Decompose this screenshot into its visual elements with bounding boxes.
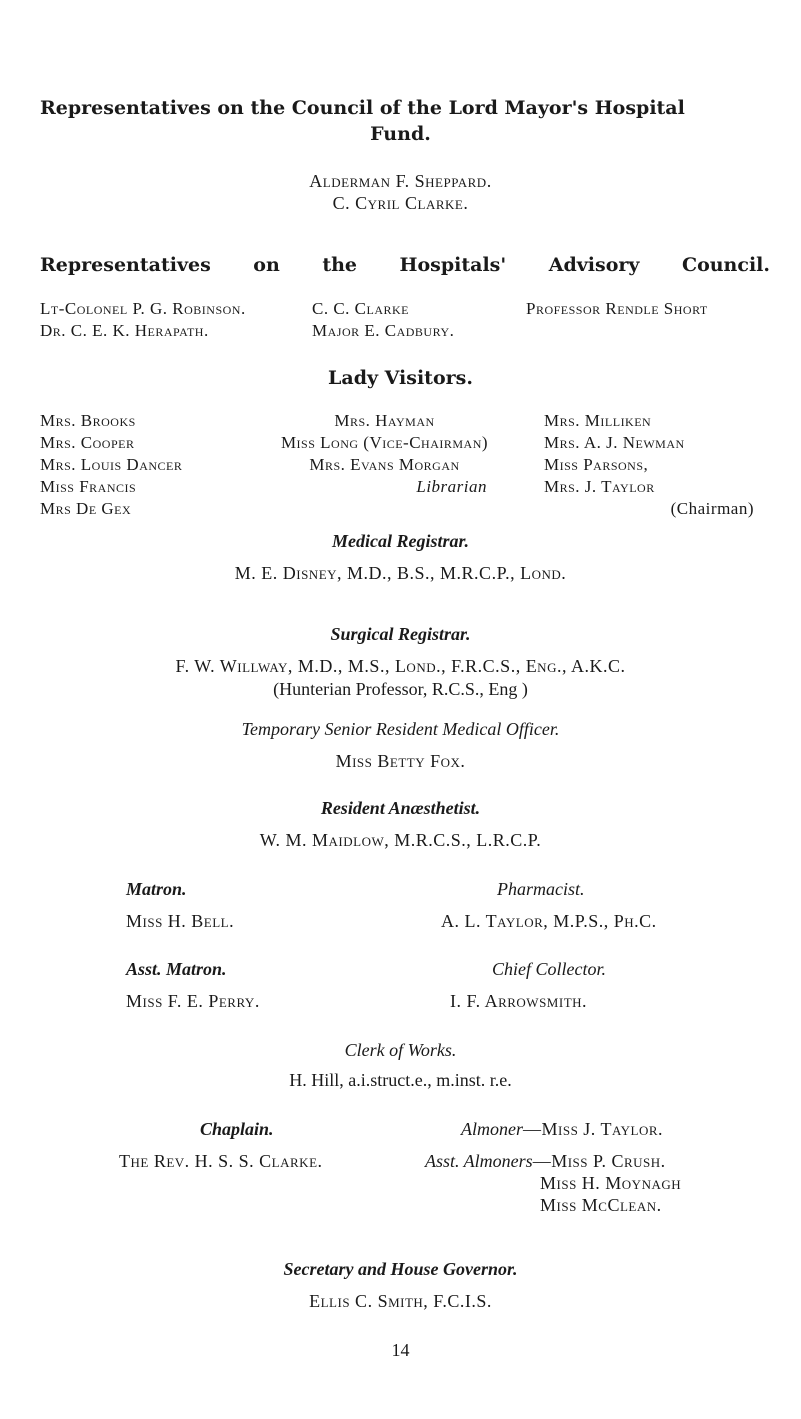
- lady-visitor: Miss Long (Vice-Chairman): [280, 433, 489, 452]
- chaplain-name: The Rev. H. S. S. Clarke.: [119, 1151, 323, 1171]
- almoner-title: Almoner: [461, 1119, 523, 1139]
- lady-visitor: Mrs. Hayman: [334, 411, 435, 430]
- lady-visitor: Mrs De Gex: [40, 499, 132, 518]
- page-number: 14: [391, 1340, 410, 1360]
- advisory-col-1: [40, 298, 246, 342]
- chief-collector-title: Chief Collector.: [492, 959, 606, 979]
- clerk-of-works-name: H. Hill, a.i.struct.e., m.inst. r.e.: [289, 1070, 512, 1090]
- asst-almoners-title: Asst. Almoners: [425, 1151, 533, 1171]
- advisory-member: Major E. Cadbury.: [312, 321, 455, 340]
- asst-matron-name: Miss F. E. Perry.: [126, 991, 260, 1011]
- advisory-col-3: [526, 298, 708, 320]
- lord-mayor-member: C. Cyril Clarke.: [332, 193, 469, 213]
- lady-visitors-col-3: [544, 410, 754, 520]
- clerk-of-works-title: Clerk of Works.: [344, 1040, 457, 1060]
- advisory-member: Dr. C. E. K. Herapath.: [40, 321, 209, 340]
- asst-almoner-name: Miss McClean.: [540, 1195, 662, 1215]
- advisory-member: C. C. Clarke: [312, 299, 410, 318]
- advisory-col-2: [312, 298, 454, 342]
- matron-title: Matron.: [126, 879, 187, 899]
- medical-registrar-name: M. E. Disney, M.D., B.S., M.R.C.P., Lond.: [234, 563, 567, 583]
- anaesthetist-name: W. M. Maidlow, M.R.C.S., L.R.C.P.: [259, 830, 542, 850]
- asst-almoners-line: [425, 1150, 666, 1172]
- lady-visitor: Mrs. Brooks: [40, 411, 136, 430]
- advisory-heading: Representatives on the Hospitals' Advisory Council.: [40, 254, 770, 276]
- senior-resident-name: Miss Betty Fox.: [335, 751, 466, 771]
- senior-resident-title: Temporary Senior Resident Medical Officer.: [241, 719, 560, 739]
- almoner-name: —Miss J. Taylor.: [523, 1119, 664, 1139]
- medical-registrar-title: Medical Registrar.: [331, 531, 469, 551]
- lady-visitors-col-1: [40, 410, 182, 520]
- lady-visitor: Mrs. Evans Morgan: [309, 455, 460, 474]
- lady-visitors-col-2: [262, 410, 507, 498]
- lord-mayor-heading-line2: Fund.: [370, 123, 431, 145]
- chief-collector-name: I. F. Arrowsmith.: [450, 991, 588, 1011]
- matron-name: Miss H. Bell.: [126, 911, 235, 931]
- advisory-member: Lt-Colonel P. G. Robinson.: [40, 299, 246, 318]
- lady-visitor-role: Librarian: [416, 477, 487, 496]
- surgical-registrar-name: F. W. Willway, M.D., M.S., Lond., F.R.C.S., Eng., A.K.C.: [175, 656, 626, 676]
- lady-visitor-role: (Chairman): [670, 499, 754, 518]
- lady-visitors-heading: Lady Visitors.: [328, 367, 473, 389]
- surgical-registrar-note: (Hunterian Professor, R.C.S., Eng ): [273, 679, 528, 699]
- lord-mayor-heading-line1: Representatives on the Council of the Lord Mayor's Hospital: [40, 97, 685, 119]
- lady-visitor: Mrs. Milliken: [544, 411, 652, 430]
- lady-visitor: Mrs. Louis Dancer: [40, 455, 183, 474]
- asst-almoner-name: Miss H. Moynagh: [540, 1173, 682, 1193]
- advisory-member: Professor Rendle Short: [526, 299, 708, 318]
- anaesthetist-title: Resident Anæsthetist.: [320, 798, 481, 818]
- asst-almoner-name: —Miss P. Crush.: [532, 1151, 666, 1171]
- surgical-registrar-title: Surgical Registrar.: [330, 624, 471, 644]
- asst-matron-title: Asst. Matron.: [126, 959, 227, 979]
- pharmacist-title: Pharmacist.: [497, 879, 585, 899]
- lady-visitor: Mrs. J. Taylor: [544, 477, 655, 496]
- lady-visitor: Miss Francis: [40, 477, 137, 496]
- lady-visitor: Miss Parsons,: [544, 455, 649, 474]
- secretary-name: Ellis C. Smith, F.C.I.S.: [309, 1291, 492, 1311]
- lady-visitor: Mrs. Cooper: [40, 433, 135, 452]
- lord-mayor-member: Alderman F. Sheppard.: [309, 171, 492, 191]
- lady-visitor: Mrs. A. J. Newman: [544, 433, 685, 452]
- pharmacist-name: A. L. Taylor, M.P.S., Ph.C.: [441, 911, 657, 931]
- chaplain-title: Chaplain.: [200, 1119, 274, 1139]
- almoner-line: [461, 1118, 663, 1140]
- secretary-title: Secretary and House Governor.: [283, 1259, 518, 1279]
